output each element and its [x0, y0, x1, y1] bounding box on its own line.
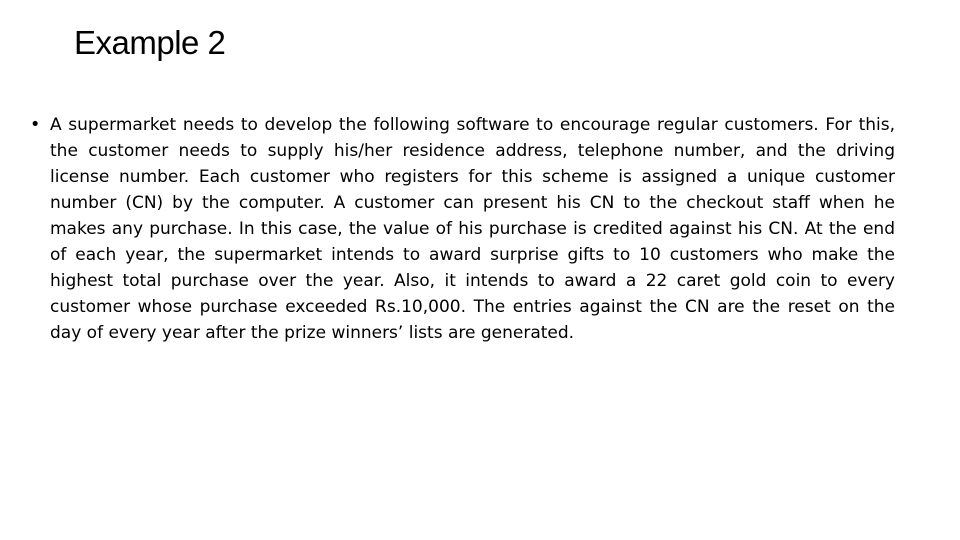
slide-title: Example 2	[74, 24, 226, 61]
bullet-item	[30, 112, 895, 346]
bullet-text: A supermarket needs to develop the following software to encourage regular customers. For this, the customer needs to supply his/her residence address, telephone number, and the driving license number. Each customer who registers for this scheme is assigned a unique customer number (CN) by the computer. A customer can present his CN to the checkout staff when he makes any purchase. In this case, the value of his purchase is credited against his CN. At the end of each year, the supermarket intends to award surprise gifts to 10 customers who make the highest total purchase over the year. Also, it intends to award a 22 caret gold coin to every customer whose purchase exceeded Rs.10,000. The entries against the CN are the reset on the day of every year after the prize winners’ lists are generated.	[50, 115, 895, 343]
bullet-icon: •	[30, 115, 41, 135]
slide-content	[30, 112, 895, 346]
